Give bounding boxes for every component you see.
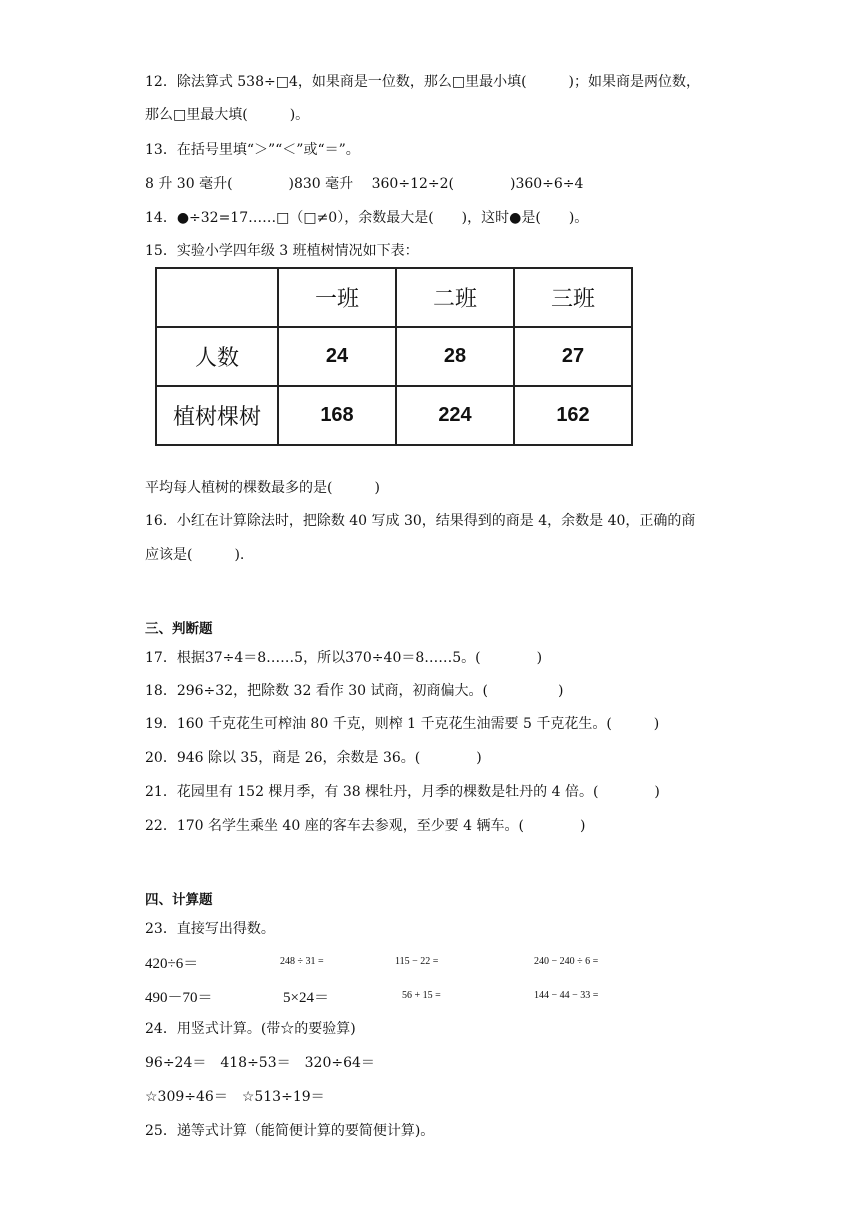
judge-item: 20．946 除以 35，商是 26，余数是 36。( ) <box>145 750 482 766</box>
calc-item: 490－70＝ <box>145 990 213 1006</box>
q25-label: 25．递等式计算（能简便计算的要简便计算)。 <box>145 1123 435 1139</box>
table-header-row <box>156 268 632 327</box>
calc-item: 115 − 22 = <box>395 956 439 967</box>
table-row <box>156 386 632 445</box>
q24-row2: ☆309÷46＝ ☆513÷19＝ <box>145 1089 325 1105</box>
calc-item: 240 − 240 ÷ 6 = <box>534 956 599 967</box>
table-row <box>156 327 632 386</box>
q23-label: 23．直接写出得数。 <box>145 921 275 937</box>
judge-item: 18．296÷32，把除数 32 看作 30 试商，初商偏大。( ) <box>145 683 564 699</box>
calc-item: 248 ÷ 31 = <box>280 956 324 967</box>
tree-planting-table <box>155 267 633 446</box>
q24-label: 24．用竖式计算。(带☆的要验算) <box>145 1021 356 1037</box>
section3-title: 三、判断题 <box>145 621 213 637</box>
section4-title: 四、计算题 <box>145 892 213 908</box>
q15-after: 平均每人植树的棵数最多的是( ) <box>145 480 380 496</box>
table-cell: 24 <box>278 327 396 386</box>
table-row-label: 植树棵树 <box>156 386 278 445</box>
table-row-label: 人数 <box>156 327 278 386</box>
q16-line1: 16．小红在计算除法时，把除数 40 写成 30，结果得到的商是 4，余数是 40，正确的商 <box>145 513 696 529</box>
table-cell: 27 <box>514 327 632 386</box>
table-cell: 28 <box>396 327 514 386</box>
q14-line1: 14．●÷32=17……□（□≠0），余数最大是( )，这时●是( )。 <box>145 210 589 226</box>
q12-line2: 那么□里最大填( )。 <box>145 107 310 123</box>
calc-item: 420÷6＝ <box>145 956 199 972</box>
judge-item: 21．花园里有 152 棵月季，有 38 棵牡丹，月季的棵数是牡丹的 4 倍。( ) <box>145 784 660 800</box>
table-header-cell: 三班 <box>514 268 632 327</box>
table-cell: 168 <box>278 386 396 445</box>
q12-line1: 12．除法算式 538÷□4，如果商是一位数，那么□里最小填( )；如果商是两位数， <box>145 74 701 90</box>
q13-line1: 13．在括号里填“＞”“＜”或“＝”。 <box>145 142 360 158</box>
judge-item: 17．根据37÷4＝8……5，所以370÷40＝8……5。( ) <box>145 650 543 666</box>
table-header-cell: 二班 <box>396 268 514 327</box>
q15-line1: 15．实验小学四年级 3 班植树情况如下表： <box>145 243 419 259</box>
calc-item: 5×24＝ <box>283 990 329 1006</box>
q16-line2: 应该是( ). <box>145 547 245 563</box>
calc-item: 56 + 15 = <box>402 990 441 1001</box>
q13-line2: 8 升 30 毫升( )830 毫升 360÷12÷2( )360÷6÷4 <box>145 176 584 192</box>
table-header-cell <box>156 268 278 327</box>
table-cell: 162 <box>514 386 632 445</box>
calc-item: 144 − 44 − 33 = <box>534 990 599 1001</box>
judge-item: 19．160 千克花生可榨油 80 千克，则榨 1 千克花生油需要 5 千克花生。( ) <box>145 716 660 732</box>
q24-row1: 96÷24＝ 418÷53＝ 320÷64＝ <box>145 1055 375 1071</box>
table-header-cell: 一班 <box>278 268 396 327</box>
judge-item: 22．170 名学生乘坐 40 座的客车去参观，至少要 4 辆车。( ) <box>145 818 586 834</box>
table-cell: 224 <box>396 386 514 445</box>
